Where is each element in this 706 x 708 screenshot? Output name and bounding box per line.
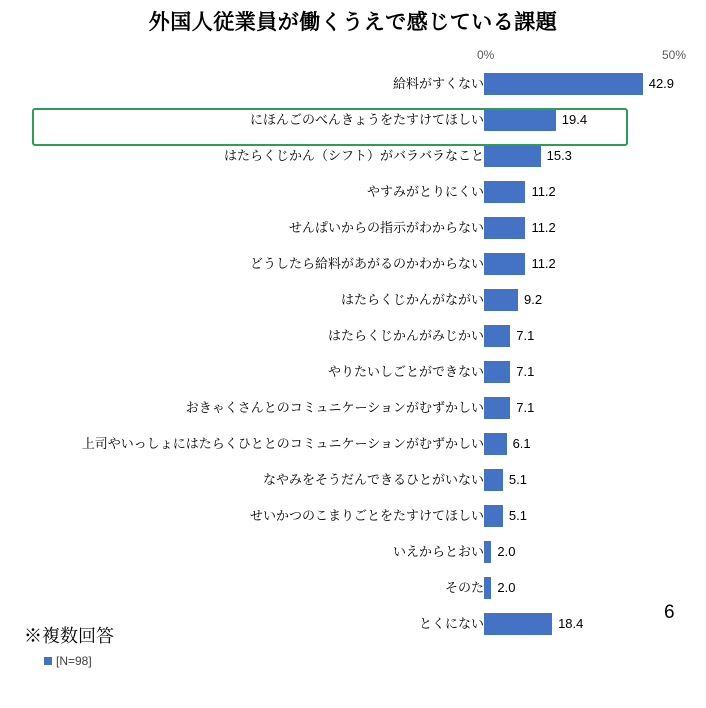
legend-swatch-icon xyxy=(44,657,52,665)
bar-container xyxy=(484,210,706,246)
bar-container xyxy=(484,534,706,570)
bar-value-label: 2.0 xyxy=(497,544,516,559)
chart-bar-row xyxy=(0,390,706,426)
bar xyxy=(484,505,503,527)
bar xyxy=(484,541,491,563)
category-label: いえからとおい xyxy=(392,544,484,559)
chart-bar-row xyxy=(0,570,706,606)
x-axis-tick-min: 0% xyxy=(477,48,495,62)
bar xyxy=(484,289,518,311)
chart-bar-row xyxy=(0,462,706,498)
category-label: はたらくじかん（シフト）がバラバラなこと xyxy=(223,148,484,163)
bar-value-label: 19.4 xyxy=(561,112,588,127)
bar-container xyxy=(484,246,706,282)
chart-legend xyxy=(44,654,92,668)
bar-value-label: 7.1 xyxy=(516,364,535,379)
x-axis-tick-max: 50% xyxy=(662,48,687,62)
x-axis-ticks xyxy=(0,48,706,64)
category-label: なやみをそうだんできるひとがいない xyxy=(262,472,484,487)
bar-value-label: 5.1 xyxy=(508,472,527,487)
bar-value-label: 7.1 xyxy=(516,400,535,415)
bar-value-label: 2.0 xyxy=(497,580,516,595)
legend-label: [N=98] xyxy=(56,654,92,668)
bar-container xyxy=(484,498,706,534)
category-label: 上司やいっしょにはたらくひととのコミュニケーションがむずかしい xyxy=(81,436,484,451)
category-label: どうしたら給料があがるのかわからない xyxy=(249,256,484,271)
bar-value-label: 5.1 xyxy=(508,508,527,523)
chart-bar-row xyxy=(0,282,706,318)
page-number: 6 xyxy=(664,602,675,623)
category-label: そのた xyxy=(444,580,484,595)
chart-bar-row xyxy=(0,426,706,462)
category-label: はたらくじかんがみじかい xyxy=(327,328,484,343)
bar xyxy=(484,577,491,599)
bar-container xyxy=(484,390,706,426)
bar xyxy=(484,217,525,239)
bar-value-label: 9.2 xyxy=(524,292,543,307)
category-label: にほんごのべんきょうをたすけてほしい xyxy=(249,112,484,127)
bar-value-label: 6.1 xyxy=(512,436,531,451)
bar xyxy=(484,433,507,455)
bar-container xyxy=(484,570,706,606)
bar xyxy=(484,325,510,347)
bar xyxy=(484,469,503,491)
bar-value-label: 11.2 xyxy=(531,184,556,199)
bar-value-label: 11.2 xyxy=(531,256,556,271)
chart-bar-row xyxy=(0,174,706,210)
bar-value-label: 42.9 xyxy=(648,76,675,91)
bar xyxy=(484,361,510,383)
chart-bar-row xyxy=(0,246,706,282)
bar-container xyxy=(484,426,706,462)
bar xyxy=(484,613,552,635)
bar-value-label: 15.3 xyxy=(546,148,572,163)
bar-container xyxy=(484,102,706,138)
category-label: せんぱいからの指示がわからない xyxy=(288,220,484,235)
chart-bar-row xyxy=(0,498,706,534)
page-title: 外国人従業員が働くうえで感じている課題 xyxy=(148,11,558,34)
chart-bar-row xyxy=(0,354,706,390)
chart-bar-row xyxy=(0,534,706,570)
category-label: せいかつのこまりごとをたすけてほしい xyxy=(249,508,484,523)
bar-value-label: 11.2 xyxy=(531,220,556,235)
chart-bar-row xyxy=(0,138,706,174)
bar xyxy=(484,109,556,131)
category-label: 給料がすくない xyxy=(392,76,484,91)
chart-bar-row xyxy=(0,66,706,102)
category-label: はたらくじかんがながい xyxy=(340,292,484,307)
chart-bar-row xyxy=(0,102,706,138)
category-label: やりたいしごとができない xyxy=(327,364,484,379)
bar-chart-plot xyxy=(0,66,706,676)
bar-container xyxy=(484,66,706,102)
bar-container xyxy=(484,174,706,210)
bar xyxy=(484,145,541,167)
footnote: ※複数回答 xyxy=(24,626,114,646)
bar-container xyxy=(484,138,706,174)
chart-bar-row xyxy=(0,210,706,246)
category-label: おきゃくさんとのコミュニケーションがむずかしい xyxy=(185,400,484,415)
bar xyxy=(484,181,525,203)
bar-container xyxy=(484,318,706,354)
chart-bar-row xyxy=(0,318,706,354)
bar xyxy=(484,397,510,419)
bar-container xyxy=(484,282,706,318)
bar-value-label: 7.1 xyxy=(516,328,535,343)
bar-container xyxy=(484,354,706,390)
bar-container xyxy=(484,462,706,498)
bar xyxy=(484,73,643,95)
bar-value-label: 18.4 xyxy=(558,616,584,631)
category-label: とくにない xyxy=(418,616,484,631)
bar xyxy=(484,253,525,275)
category-label: やすみがとりにくい xyxy=(366,184,484,199)
